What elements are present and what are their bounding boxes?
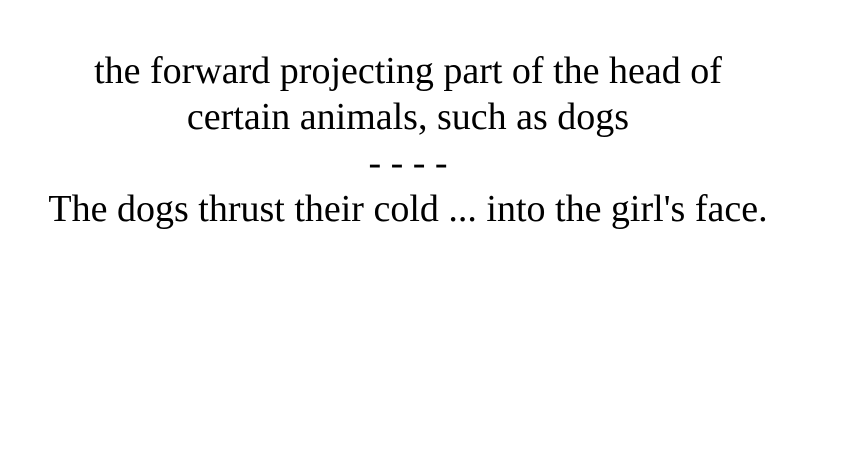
definition-line-2: certain animals, such as dogs	[186, 96, 630, 138]
definition-line-1: the forward projecting part of the head of	[94, 50, 722, 92]
flashcard	[0, 48, 816, 232]
example-sentence: The dogs thrust their cold ... into the girl's face.	[48, 188, 768, 230]
separator: - - - -	[368, 142, 448, 184]
